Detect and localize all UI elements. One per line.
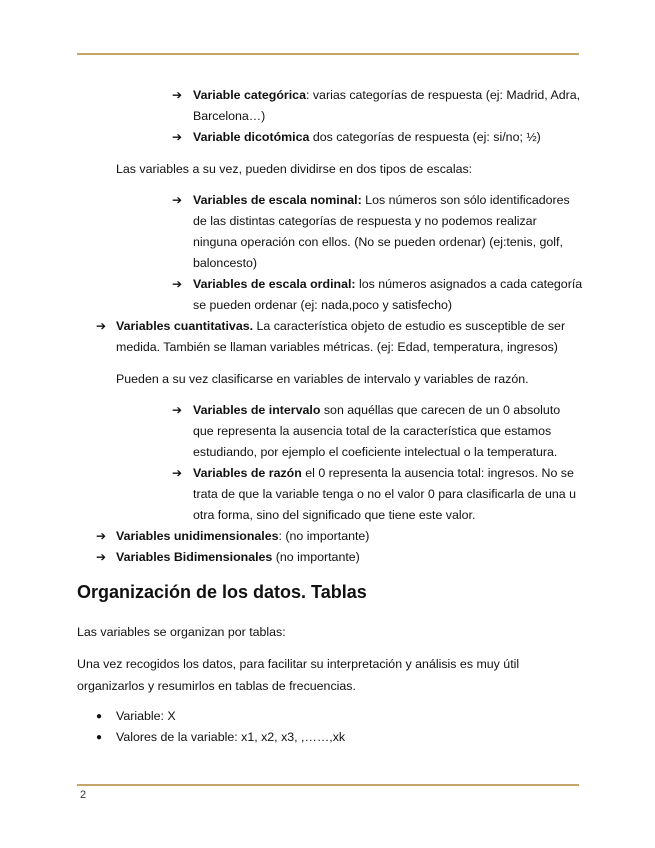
arrow-icon: ➔ xyxy=(172,466,183,480)
list-item: Variable dicotómica dos categorías de respuesta (ej: si/no; ½) xyxy=(193,130,541,144)
paragraph-intervalo-razon: Pueden a su vez clasificarse en variables de intervalo y variables de razón. xyxy=(116,372,529,386)
list-item: Variable categórica: varias categorías de respuesta (ej: Madrid, Adra, Barcelona…) xyxy=(193,88,581,123)
arrow-icon: ➔ xyxy=(172,193,183,207)
header-rule xyxy=(77,53,579,55)
list-item: Variables de razón el 0 representa la ausencia total: ingresos. No se trata de que la variable tenga o no el valor 0 para clasificarla de una u otra forma, sino del significado que tiene este valor. xyxy=(193,466,576,522)
bullet-item: Valores de la variable: x1, x2, x3, ,……,xk xyxy=(116,730,346,744)
list-item: Variables de escala nominal: Los números son sólo identificadores de las distintas categorías de respuesta y no podemos realizar ninguna operación con ellos. (No se pueden ordenar) (ej:tenis, golf, baloncesto) xyxy=(193,193,570,270)
body-paragraph: Las variables se organizan por tablas: xyxy=(77,625,286,639)
list-item: Variables Bidimensionales (no importante) xyxy=(116,550,360,564)
arrow-icon: ➔ xyxy=(96,319,107,333)
section-heading: Organización de los datos. Tablas xyxy=(77,582,367,602)
arrow-icon: ➔ xyxy=(172,277,183,291)
arrow-icon: ➔ xyxy=(96,550,107,564)
bullet-item: Variable: X xyxy=(116,709,176,723)
bullet-icon: ● xyxy=(96,732,103,743)
list-item: Variables unidimensionales: (no importante) xyxy=(116,529,370,543)
paragraph-scales: Las variables a su vez, pueden dividirse en dos tipos de escalas: xyxy=(116,162,473,176)
body-paragraph: Una vez recogidos los datos, para facilitar su interpretación y análisis es muy útil organizarlos y resumirlos en tablas de frecuencias. xyxy=(77,657,520,693)
arrow-icon: ➔ xyxy=(172,403,183,417)
arrow-icon: ➔ xyxy=(172,88,183,102)
footer-rule xyxy=(77,784,579,786)
arrow-icon: ➔ xyxy=(96,529,107,543)
list-item: Variables de intervalo son aquéllas que carecen de un 0 absoluto que representa la ausencia total de la característica que estamos estudiando, por ejemplo el coeficiente intelectual o la temperatura. xyxy=(193,403,561,459)
page-number: 2 xyxy=(80,789,87,801)
bullet-icon: ● xyxy=(96,711,103,722)
arrow-icon: ➔ xyxy=(172,130,183,144)
list-item: Variables de escala ordinal: los números asignados a cada categoría se pueden ordenar (ej: nada,poco y satisfecho) xyxy=(193,277,583,312)
list-item-cuantitativas: Variables cuantitativas. La característica objeto de estudio es susceptible de ser medida. También se llaman variables métricas. (ej: Edad, temperatura, ingresos) xyxy=(116,319,566,354)
